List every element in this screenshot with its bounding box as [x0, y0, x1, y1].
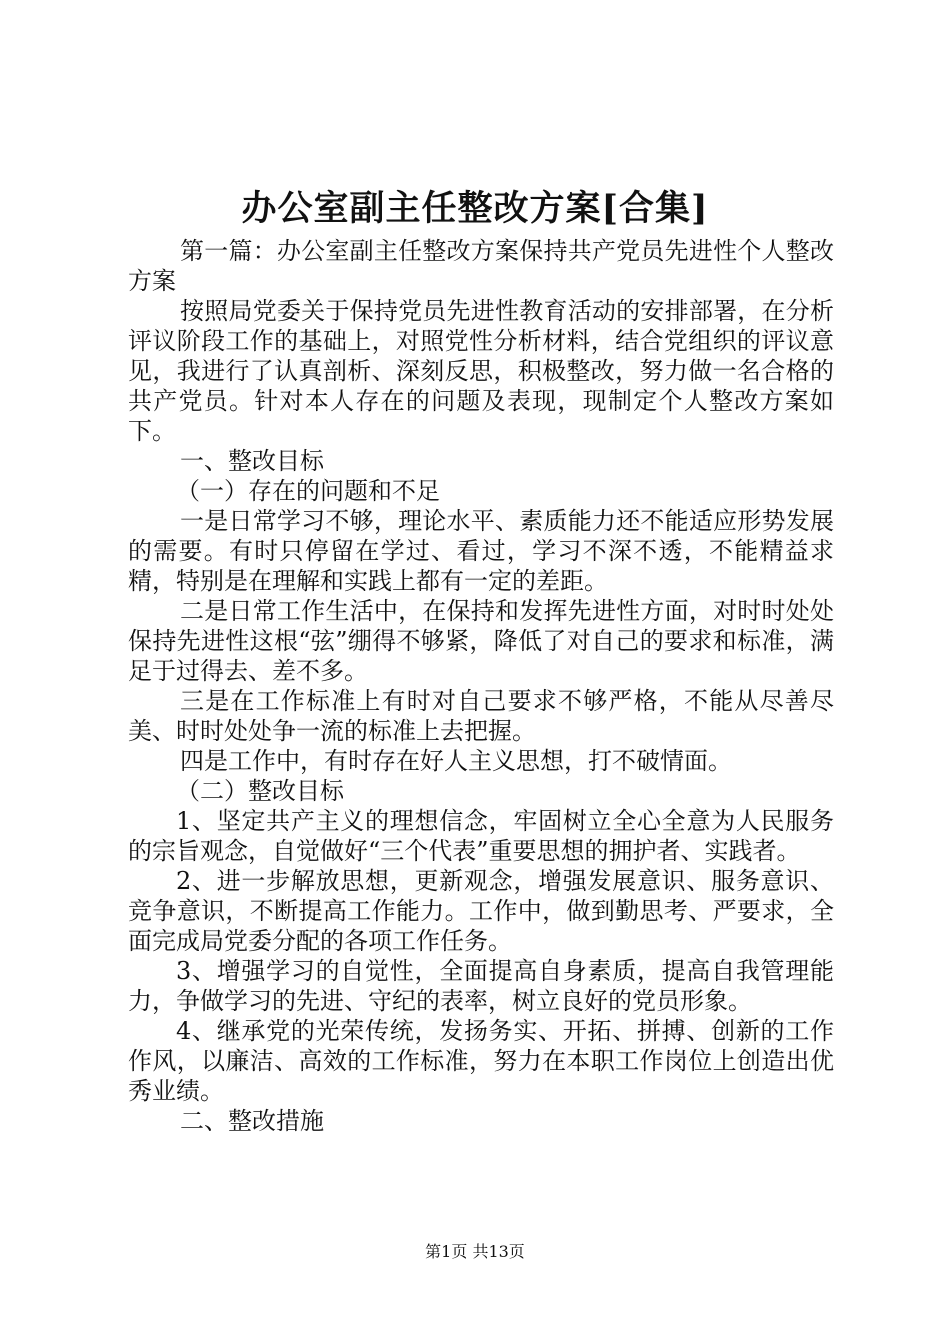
- paragraph-problem-2: 二是日常工作生活中，在保持和发挥先进性方面，对时时处处保持先进性这根“弦”绷得不够紧，降低了对自己的要求和标准，满足于过得去、差不多。: [128, 597, 834, 685]
- subheading-goals: （二）整改目标: [176, 777, 344, 805]
- heading-rectification-goals: 一、整改目标: [180, 447, 324, 475]
- subheading-problems: （一）存在的问题和不足: [176, 477, 440, 505]
- paragraph-problem-4: 四是工作中，有时存在好人主义思想，打不破情面。: [180, 747, 732, 775]
- paragraph-goal-3: 3、增强学习的自觉性，全面提高自身素质，提高自我管理能力，争做学习的先进、守纪的表率，树立良好的党员形象。: [128, 957, 834, 1015]
- paragraph-problem-1: 一是日常学习不够，理论水平、素质能力还不能适应形势发展的需要。有时只停留在学过、看过，学习不深不透，不能精益求精，特别是在理解和实践上都有一定的差距。: [128, 507, 834, 595]
- document-title: 办公室副主任整改方案[合集]: [241, 188, 709, 229]
- paragraph-goal-4: 4、继承党的光荣传统，发扬务实、开拓、拼搏、创新的工作作风，以廉洁、高效的工作标准，努力在本职工作岗位上创造出优秀业绩。: [128, 1017, 834, 1105]
- heading-rectification-measures: 二、整改措施: [180, 1107, 324, 1135]
- page-footer: 第1页 共13页: [425, 1242, 525, 1261]
- document-body: [128, 236, 834, 1136]
- paragraph-intro: 按照局党委关于保持党员先进性教育活动的安排部署，在分析评议阶段工作的基础上，对照党性分析材料，结合党组织的评议意见，我进行了认真剖析、深刻反思，积极整改，努力做一名合格的共产党员。针对本人存在的问题及表现，现制定个人整改方案如下。: [128, 297, 834, 445]
- paragraph-goal-1: 1、坚定共产主义的理想信念，牢固树立全心全意为人民服务的宗旨观念，自觉做好“三个代表”重要思想的拥护者、实践者。: [128, 807, 834, 865]
- paragraph-problem-3: 三是在工作标准上有时对自己要求不够严格，不能从尽善尽美、时时处处争一流的标准上去把握。: [128, 687, 834, 745]
- paragraph-goal-2: 2、进一步解放思想，更新观念，增强发展意识、服务意识、竞争意识，不断提高工作能力。工作中，做到勤思考、严要求，全面完成局党委分配的各项工作任务。: [128, 867, 834, 955]
- paragraph-section-heading: 第一篇：办公室副主任整改方案保持共产党员先进性个人整改方案: [128, 237, 834, 295]
